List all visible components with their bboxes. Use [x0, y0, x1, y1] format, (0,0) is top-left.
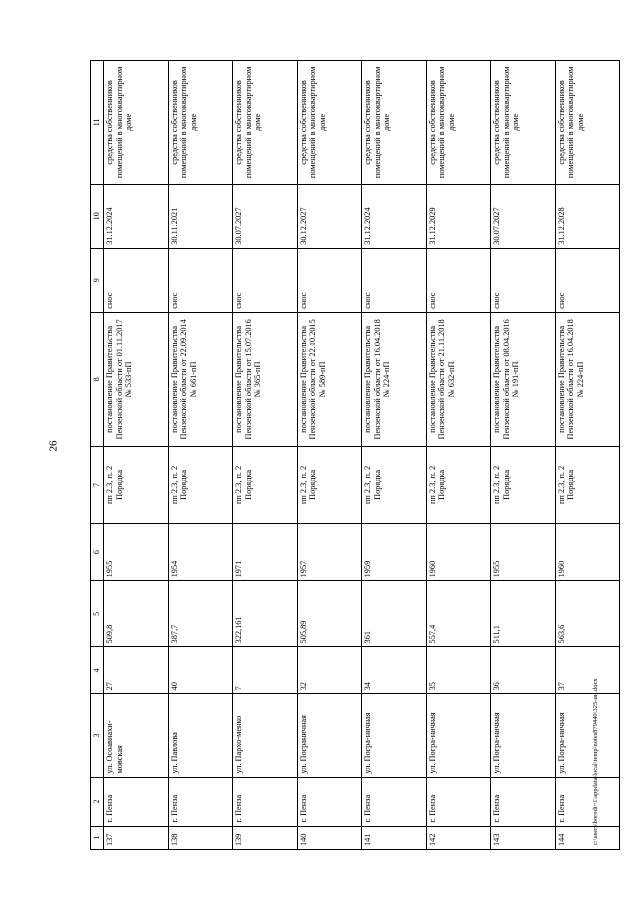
- table-cell: 141: [362, 826, 427, 849]
- table-cell: 1959: [362, 523, 427, 581]
- table-cell: г. Пенза: [426, 777, 491, 826]
- table-cell: 1955: [104, 523, 169, 581]
- table-cell: ул. Погра-ничная: [362, 694, 427, 777]
- table-cell: 30.07.2027: [233, 184, 298, 248]
- table-cell: постановление Правительства Пензенской области от 01.11.2017 № 533-пП: [104, 312, 169, 446]
- table-row: [168, 61, 233, 850]
- table-cell: 31.12.2024: [104, 184, 169, 248]
- table-cell: ул. Погра-ничная: [555, 694, 620, 777]
- rotated-table-container: [90, 60, 620, 850]
- table-cell: средства собственников помещений в многоквартирном доме: [426, 61, 491, 185]
- column-number-4: 4: [91, 647, 104, 694]
- table-cell: 1954: [168, 523, 233, 581]
- table-cell: ул. Погра-ничная: [491, 694, 556, 777]
- table-cell: 7: [233, 647, 298, 694]
- table-cell: средства собственников помещений в многоквартирном доме: [555, 61, 620, 185]
- column-number-2: 2: [91, 777, 104, 826]
- table-cell: пп 2.3, п. 2 Порядка: [297, 447, 362, 524]
- table-cell: постановление Правительства Пензенской области от 08.04.2016 № 191-пП: [491, 312, 556, 446]
- table-cell: 139: [233, 826, 298, 849]
- table-row: [555, 61, 620, 850]
- table-cell: 563,6: [555, 581, 620, 647]
- table-cell: постановление Правительства Пензенской области от 15.07.2016 № 365-пП: [233, 312, 298, 446]
- column-number-row: [91, 61, 104, 850]
- column-number-10: 10: [91, 184, 104, 248]
- table-cell: 31.12.2029: [426, 184, 491, 248]
- table-cell: 509,8: [104, 581, 169, 647]
- table-cell: 40: [168, 647, 233, 694]
- table-cell: ул. Осоавиахи-мовская: [104, 694, 169, 777]
- table-cell: 322,161: [233, 581, 298, 647]
- table-cell: г. Пенза: [233, 777, 298, 826]
- table-cell: 1955: [491, 523, 556, 581]
- table-row: [491, 61, 556, 850]
- table-body: [104, 61, 620, 850]
- column-number-9: 9: [91, 248, 104, 312]
- table-cell: 32: [297, 647, 362, 694]
- table-cell: 361: [362, 581, 427, 647]
- table-cell: снос: [233, 248, 298, 312]
- table-cell: 137: [104, 826, 169, 849]
- table-cell: 1971: [233, 523, 298, 581]
- table-cell: снос: [555, 248, 620, 312]
- table-row: [233, 61, 298, 850]
- table-cell: пп 2.3, п. 2 Порядка: [362, 447, 427, 524]
- table-cell: снос: [426, 248, 491, 312]
- column-number-6: 6: [91, 523, 104, 581]
- table-cell: г. Пенза: [555, 777, 620, 826]
- table-cell: 31.12.2028: [555, 184, 620, 248]
- table-cell: ул. Пограничная: [297, 694, 362, 777]
- table-cell: постановление Правительства Пензенской области от 21.11.2018 № 632-пП: [426, 312, 491, 446]
- table-cell: средства собственников помещений в многоквартирном доме: [297, 61, 362, 185]
- table-cell: г. Пенза: [104, 777, 169, 826]
- table-cell: 27: [104, 647, 169, 694]
- table-cell: средства собственников помещений в многоквартирном доме: [362, 61, 427, 185]
- column-number-7: 7: [91, 447, 104, 524]
- table-cell: снос: [104, 248, 169, 312]
- table-cell: 30.11.2021: [168, 184, 233, 248]
- table-cell: ул. Павлова: [168, 694, 233, 777]
- table-cell: пп 2.3, п. 2 Порядка: [104, 447, 169, 524]
- table-cell: 31.12.2024: [362, 184, 427, 248]
- table-cell: постановление Правительства Пензенской области от 22.10.2015 № 589-пП: [297, 312, 362, 446]
- table-cell: постановление Правительства Пензенской области от 16.04.2018 № 224-пП: [555, 312, 620, 446]
- table-cell: г. Пенза: [297, 777, 362, 826]
- table-cell: постановление Правительства Пензенской области от 22.09.2014 № 661-пП: [168, 312, 233, 446]
- footer-file-path: c:\users\borodi~1\appdata\local\temp\notes879440\325-ии.docx: [592, 678, 599, 845]
- column-number-5: 5: [91, 581, 104, 647]
- table-cell: пп 2.3, п. 2 Порядка: [233, 447, 298, 524]
- table-cell: средства собственников помещений в многоквартирном доме: [104, 61, 169, 185]
- table-row: [297, 61, 362, 850]
- column-number-11: 11: [91, 61, 104, 185]
- table-cell: 1960: [555, 523, 620, 581]
- table-cell: средства собственников помещений в многоквартирном доме: [233, 61, 298, 185]
- table-cell: пп 2.3, п. 2 Порядка: [168, 447, 233, 524]
- housing-table: [90, 60, 620, 850]
- table-cell: средства собственников помещений в многоквартирном доме: [491, 61, 556, 185]
- table-cell: г. Пенза: [362, 777, 427, 826]
- table-cell: 505,89: [297, 581, 362, 647]
- table-cell: 143: [491, 826, 556, 849]
- table-cell: снос: [491, 248, 556, 312]
- table-row: [362, 61, 427, 850]
- table-cell: ул. Погра-ничная: [426, 694, 491, 777]
- table-cell: 144: [555, 826, 620, 849]
- page-number: 26: [47, 440, 60, 452]
- table-cell: 34: [362, 647, 427, 694]
- table-cell: снос: [168, 248, 233, 312]
- table-cell: пп 2.3, п. 2 Порядка: [555, 447, 620, 524]
- table-cell: 37: [555, 647, 620, 694]
- table-cell: 142: [426, 826, 491, 849]
- table-cell: постановление Правительства Пензенской области от 16.04.2018 № 224-пП: [362, 312, 427, 446]
- table-cell: пп 2.3, п. 2 Порядка: [426, 447, 491, 524]
- table-cell: снос: [362, 248, 427, 312]
- table-cell: 511,1: [491, 581, 556, 647]
- column-number-8: 8: [91, 312, 104, 446]
- table-cell: пп 2.3, п. 2 Порядка: [491, 447, 556, 524]
- table-cell: 138: [168, 826, 233, 849]
- table-cell: средства собственников помещений в многоквартирном доме: [168, 61, 233, 185]
- table-row: [426, 61, 491, 850]
- table-cell: 30.12.2027: [297, 184, 362, 248]
- table-cell: 30.07.2027: [491, 184, 556, 248]
- table-cell: г. Пенза: [491, 777, 556, 826]
- table-row: [104, 61, 169, 850]
- table-cell: 387,7: [168, 581, 233, 647]
- table-cell: 36: [491, 647, 556, 694]
- table-cell: г. Пенза: [168, 777, 233, 826]
- table-cell: 35: [426, 647, 491, 694]
- table-cell: ул. Пархо-менко: [233, 694, 298, 777]
- table-cell: 140: [297, 826, 362, 849]
- table-cell: 557,4: [426, 581, 491, 647]
- table-cell: 1960: [426, 523, 491, 581]
- column-number-1: 1: [91, 826, 104, 849]
- column-number-3: 3: [91, 694, 104, 777]
- table-cell: снос: [297, 248, 362, 312]
- table-cell: 1957: [297, 523, 362, 581]
